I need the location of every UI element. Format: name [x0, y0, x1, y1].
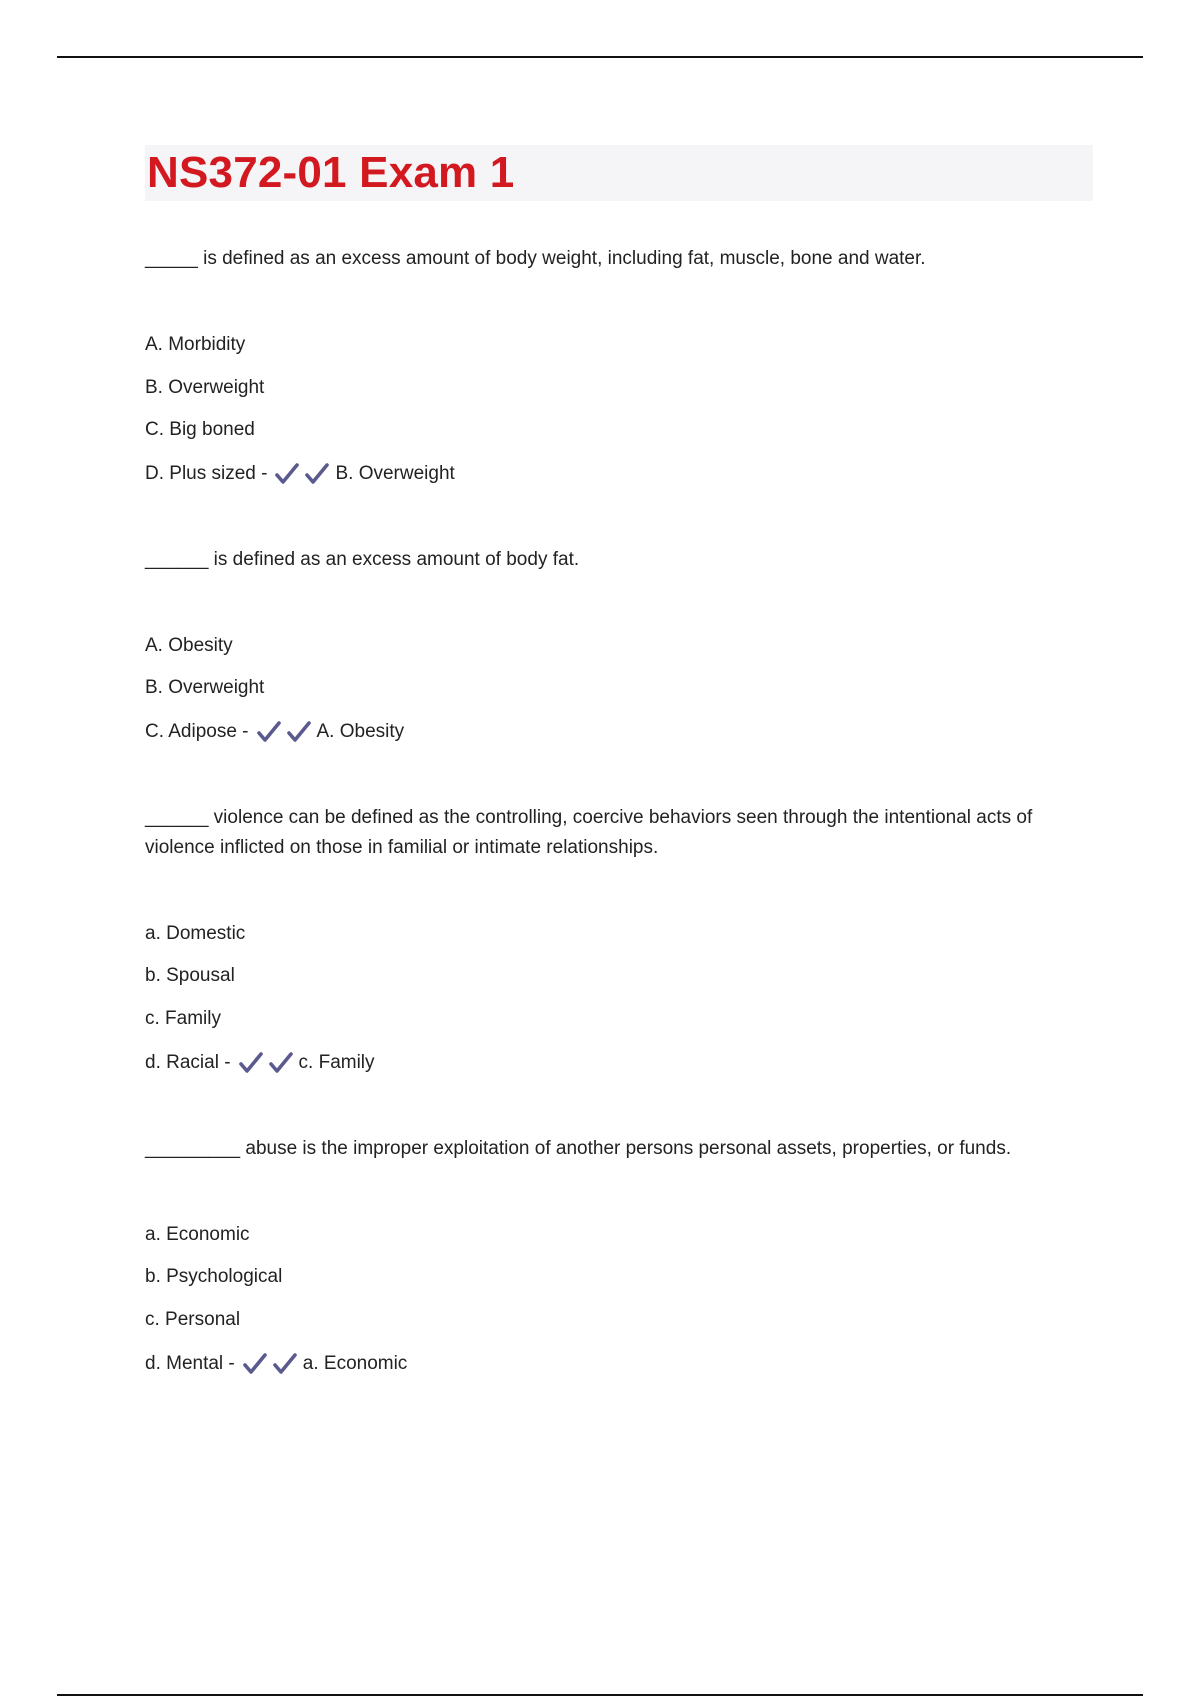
question-1	[145, 244, 1093, 487]
correct-answer: A. Obesity	[316, 721, 405, 742]
option-d: d. Mental -	[145, 1353, 235, 1374]
question-text: _________ abuse is the improper exploitation of another persons personal assets, properties, or funds.	[145, 1138, 1012, 1159]
question-text: ______ violence can be defined as the controlling, coercive behaviors seen through the intentional acts of violence inflicted on those in familial or intimate relationships.	[145, 807, 1033, 858]
option-c-with-answer	[145, 719, 1093, 745]
exam-document	[145, 145, 1093, 1377]
option-c: c. Family	[145, 1008, 221, 1029]
answer-checkmarks	[257, 720, 313, 744]
title-band	[145, 145, 1093, 201]
correct-answer: a. Economic	[302, 1353, 408, 1374]
answer-checkmarks	[243, 1352, 299, 1376]
option-c: C. Adipose -	[145, 721, 249, 742]
correct-answer: B. Overweight	[335, 463, 455, 484]
check-icon	[243, 1352, 267, 1376]
option-c: C. Big boned	[145, 419, 255, 440]
question-text: _____ is defined as an excess amount of body weight, including fat, muscle, bone and water.	[145, 248, 926, 269]
check-icon	[287, 720, 311, 744]
option-list	[145, 1222, 1093, 1377]
top-rule	[57, 56, 1143, 58]
check-icon	[239, 1051, 263, 1075]
option-b: b. Psychological	[145, 1266, 283, 1287]
option-d-with-answer	[145, 1351, 1093, 1377]
correct-answer: c. Family	[298, 1052, 375, 1073]
check-icon	[257, 720, 281, 744]
option-b: B. Overweight	[145, 677, 265, 698]
option-a: A. Morbidity	[145, 334, 246, 355]
option-d: D. Plus sized -	[145, 463, 268, 484]
bottom-rule	[57, 1694, 1143, 1696]
option-a: a. Economic	[145, 1224, 250, 1245]
option-list	[145, 921, 1093, 1076]
option-d-with-answer	[145, 461, 1093, 487]
check-icon	[275, 462, 299, 486]
option-d: d. Racial -	[145, 1052, 231, 1073]
check-icon	[305, 462, 329, 486]
option-list	[145, 332, 1093, 487]
option-a: a. Domestic	[145, 923, 246, 944]
answer-checkmarks	[275, 462, 331, 486]
option-a: A. Obesity	[145, 635, 233, 656]
question-4	[145, 1134, 1093, 1377]
answer-checkmarks	[239, 1051, 295, 1075]
option-c: c. Personal	[145, 1309, 241, 1330]
check-icon	[273, 1352, 297, 1376]
page-title: NS372-01 Exam 1	[147, 148, 515, 197]
option-b: B. Overweight	[145, 377, 265, 398]
option-d-with-answer	[145, 1050, 1093, 1076]
option-list	[145, 633, 1093, 745]
check-icon	[269, 1051, 293, 1075]
option-b: b. Spousal	[145, 965, 235, 986]
question-2	[145, 545, 1093, 745]
question-text: ______ is defined as an excess amount of body fat.	[145, 549, 580, 570]
question-3	[145, 803, 1093, 1076]
